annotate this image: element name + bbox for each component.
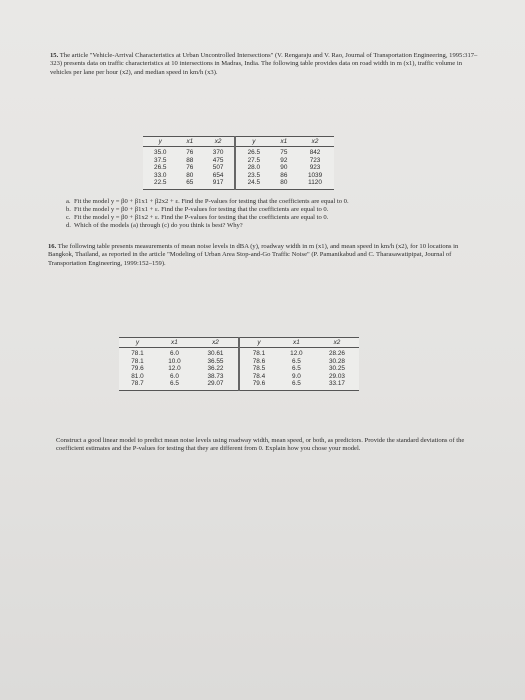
table-cell: 75 bbox=[280, 149, 288, 156]
table-cell: 30.28 bbox=[328, 357, 345, 365]
table-cell: 6.5 bbox=[169, 380, 179, 388]
table-cell: 842 bbox=[309, 149, 321, 156]
table-cell: 78.5 bbox=[239, 365, 278, 373]
table-cell: 79.6 bbox=[239, 380, 278, 390]
table-cell: 507 bbox=[212, 164, 224, 172]
col-header-y: y bbox=[235, 137, 271, 147]
table-cell: 79.6 bbox=[131, 365, 144, 373]
table-cell: 30.25 bbox=[328, 365, 345, 373]
table-cell: 23.5 bbox=[235, 172, 271, 180]
table-cell: 917 bbox=[212, 179, 224, 187]
col-header-x1: x1 bbox=[278, 338, 315, 348]
col-header-x1: x1 bbox=[272, 137, 297, 147]
col-header-x2: x2 bbox=[193, 338, 239, 348]
table-cell: 38.73 bbox=[207, 372, 224, 380]
subquestion-a: a. Fit the model y = β0 + β1x1 + β2x2 + ε. Find the P-values for testing that the coefficients are equal to 0. bbox=[66, 198, 349, 205]
table-cell: 6.5 bbox=[291, 380, 301, 388]
table-cell: 26.5 bbox=[154, 164, 167, 172]
table-cell: 78.1 bbox=[131, 357, 144, 365]
table-row bbox=[119, 358, 359, 366]
table-cell: 6.5 bbox=[291, 365, 301, 373]
table-cell: 78.6 bbox=[239, 358, 278, 366]
col-header-x2: x2 bbox=[315, 338, 359, 348]
table-cell: 76 bbox=[186, 164, 194, 172]
table-cell: 1120 bbox=[308, 179, 322, 187]
table-cell: 26.5 bbox=[235, 147, 271, 157]
subquestion-d: d. Which of the models (a) through (c) do you think is best? Why? bbox=[66, 222, 243, 229]
table-cell: 370 bbox=[212, 149, 224, 156]
table-cell: 92 bbox=[280, 156, 288, 164]
table-cell: 6.5 bbox=[291, 357, 301, 365]
table-row bbox=[143, 179, 334, 189]
table-cell: 78.1 bbox=[131, 350, 144, 357]
table-row bbox=[119, 380, 359, 390]
table-row bbox=[143, 172, 334, 180]
table-cell: 78.4 bbox=[239, 373, 278, 381]
table-cell: 6.0 bbox=[169, 372, 179, 380]
problem-16-text: The following table presents measurements of mean noise levels in dBA (y), roadway width in m (x1), and mean speed in km/h (x2), for 10 locations in Bangkok, Thailand, as reported in the article "Modeling of Urban Area Stop-and-Go Traffic Noise" (P. Pamanikabud and C. Tharasawatipipat, Journal of Transportation Engineering, 1999:152–159). bbox=[48, 243, 459, 267]
table-cell: 1039 bbox=[307, 171, 323, 179]
subquestion-b: b. Fit the model y = β0 + β1x1 + ε. Find the P-values for testing that the coefficients are equal to 0. bbox=[66, 206, 329, 213]
table-row bbox=[119, 365, 359, 373]
table-cell: 10.0 bbox=[168, 357, 181, 365]
problem-15-data-table bbox=[143, 136, 334, 190]
table-cell: 9.0 bbox=[291, 372, 301, 380]
problem-16-number: 16. bbox=[48, 243, 57, 250]
table-cell: 27.5 bbox=[235, 157, 271, 165]
problem-16-instructions: Construct a good linear model to predict mean noise levels using roadway width, mean speed, or both, as predictors. Provide the standard deviations of the coefficient estimates and the P-values for testing that they are different from 0. Explain how you chose your model. bbox=[56, 437, 465, 453]
problem-16-data-table bbox=[119, 337, 359, 391]
table-header-row bbox=[143, 137, 334, 147]
table-cell: 24.5 bbox=[235, 179, 271, 189]
table-row bbox=[143, 157, 334, 165]
table-row bbox=[143, 147, 334, 157]
table-cell: 80 bbox=[280, 179, 288, 187]
table-header-row bbox=[119, 338, 359, 348]
table-cell: 654 bbox=[212, 171, 224, 179]
table-cell: 78.1 bbox=[239, 348, 278, 358]
col-header-x2: x2 bbox=[202, 137, 235, 147]
col-header-y: y bbox=[143, 137, 178, 147]
col-header-x2: x2 bbox=[296, 137, 334, 147]
table-cell: 6.0 bbox=[169, 350, 179, 357]
table-cell: 28.0 bbox=[235, 164, 271, 172]
table-cell: 80 bbox=[186, 171, 194, 179]
table-cell: 65 bbox=[186, 179, 194, 187]
problem-16-statement bbox=[48, 243, 480, 268]
table-cell: 723 bbox=[309, 156, 321, 164]
table-cell: 90 bbox=[280, 164, 288, 172]
table-cell: 29.07 bbox=[207, 380, 224, 388]
problem-15-text: The article "Vehicle-Arrival Characteristics at Urban Uncontrolled Intersections" (V. Rengaraju and V. Rao, Journal of Transportation Engineering, 1995:317–323) presents data on traffic characteristics at 10 intersections in Madras, India. The following table provides data on road width in m (x1), traffic volume in vehicles per lane per hour (x2), and median speed in km/h (x3). bbox=[50, 52, 478, 76]
table-cell: 22.5 bbox=[154, 179, 167, 187]
table-cell: 29.03 bbox=[328, 372, 345, 380]
table-cell: 28.26 bbox=[328, 350, 345, 357]
table-cell: 78.7 bbox=[131, 380, 144, 388]
col-header-y: y bbox=[119, 338, 156, 348]
table-cell: 30.61 bbox=[207, 350, 224, 357]
table-cell: 35.0 bbox=[154, 149, 167, 156]
table-cell: 86 bbox=[280, 171, 288, 179]
table-cell: 475 bbox=[212, 156, 224, 164]
problem-15-number: 15. bbox=[50, 52, 59, 59]
table-cell: 33.0 bbox=[154, 171, 167, 179]
table-row bbox=[119, 348, 359, 358]
table-row bbox=[143, 164, 334, 172]
table-cell: 33.17 bbox=[328, 380, 345, 388]
table-cell: 37.5 bbox=[154, 156, 167, 164]
table-cell: 36.22 bbox=[207, 365, 224, 373]
table-cell: 88 bbox=[186, 156, 194, 164]
table-row bbox=[119, 373, 359, 381]
col-header-x1: x1 bbox=[178, 137, 203, 147]
table-cell: 923 bbox=[309, 164, 321, 172]
problem-15-statement bbox=[50, 52, 482, 77]
table-cell: 12.0 bbox=[168, 365, 181, 373]
table-cell: 36.55 bbox=[207, 357, 224, 365]
table-cell: 12.0 bbox=[290, 350, 303, 357]
col-header-x1: x1 bbox=[156, 338, 193, 348]
subquestion-c: c. Fit the model y = β0 + β1x2 + ε. Find the P-values for testing that the coefficients are equal to 0. bbox=[66, 214, 329, 221]
table-cell: 81.0 bbox=[131, 372, 144, 380]
problem-15-subquestions bbox=[66, 198, 486, 230]
col-header-y: y bbox=[239, 338, 278, 348]
table-cell: 76 bbox=[186, 149, 194, 156]
